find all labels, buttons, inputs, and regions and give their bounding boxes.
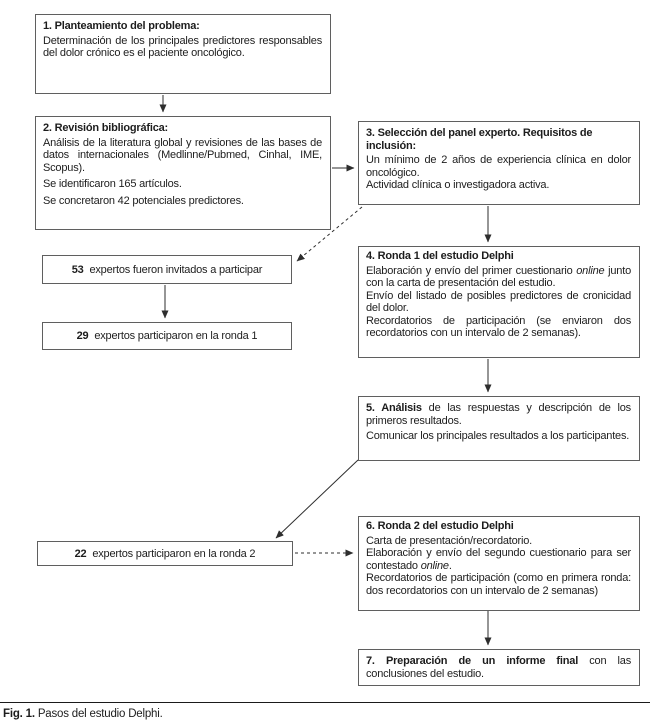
box-22-experts-round2	[37, 541, 293, 566]
step6-paragraph: Carta de presentación/recordatorio.	[366, 534, 533, 547]
box-step2-revision-bibliografica	[35, 116, 331, 230]
step2-paragraph: Se identificaron 165 artículos.	[43, 178, 182, 190]
box-53-experts-invited	[42, 255, 292, 284]
box-step5-analisis	[358, 396, 640, 461]
step7-title-paragraph: 7. Preparación de un informe final con las conclusiones del estudio.	[366, 655, 632, 680]
online-italic: online	[420, 559, 449, 572]
online-italic: online	[576, 264, 605, 277]
arrow-step5-to-round2	[276, 460, 358, 538]
figure-caption	[0, 702, 650, 720]
step3-paragraph: Actividad clínica o investigadora activa.	[366, 179, 550, 191]
box-step3-seleccion-panel	[358, 121, 640, 205]
step4-paragraph: Recordatorios de participación (se enviaron dos recordatorios con un intervalo de 2 semanas).	[366, 314, 631, 339]
figure-caption-text: Pasos del estudio Delphi.	[37, 708, 163, 720]
box-step4-ronda1	[358, 246, 640, 358]
step4-title: 4. Ronda 1 del estudio Delphi	[366, 250, 514, 262]
step4-paragraph: Envío del listado de posibles predictores de cronicidad del dolor.	[366, 289, 631, 314]
step4-paragraph: Elaboración y envío del primer cuestionario online junto con la carta de presentación del estudio.	[366, 264, 631, 289]
step6-paragraph: Recordatorios de participación (como en primera ronda: dos recordatorios con un intervalo de 2 semanas)	[366, 572, 631, 597]
step1-body: Determinación de los principales predictores responsables del dolor crónico es el paciente oncológico.	[43, 34, 322, 59]
step6-paragraph: Elaboración y envío del segundo cuestionario para ser contestado online.	[366, 547, 631, 572]
step2-paragraph: Se concretaron 42 potenciales predictores.	[43, 194, 244, 207]
box-step1-planteamiento	[35, 14, 331, 94]
box-step6-ronda2	[358, 516, 640, 611]
step1-title: 1. Planteamiento del problema:	[43, 20, 200, 32]
round1-number: 29	[76, 330, 89, 342]
step6-title: 6. Ronda 2 del estudio Delphi	[366, 520, 514, 532]
step5-title-paragraph: 5. Análisis de las respuestas y descripción de los primeros resultados.	[366, 402, 631, 427]
step2-title: 2. Revisión bibliográfica:	[43, 122, 168, 134]
step3-paragraph: Un mínimo de 2 años de experiencia clínica en dolor oncológico.	[366, 154, 631, 179]
step2-paragraph: Análisis de la literatura global y revisiones de las bases de datos internacionales (Medlinne/Pubmed, Cinhal, IME, Scopus).	[43, 136, 322, 174]
round1-text: 29 expertos participaron en la ronda 1	[76, 330, 258, 342]
figure-caption-label: Fig. 1.	[3, 708, 35, 720]
box-29-experts-round1	[42, 322, 292, 350]
step3-title: 3. Selección del panel experto. Requisitos de inclusión:	[366, 127, 593, 152]
box-step7-informe-final	[358, 649, 640, 686]
invited-text: 53 expertos fueron invitados a participar	[71, 263, 263, 276]
round2-text: 22 expertos participaron en la ronda 2	[74, 547, 256, 560]
round2-number: 22	[74, 547, 87, 560]
step5-paragraph: Comunicar los principales resultados a los participantes.	[366, 430, 630, 442]
invited-number: 53	[71, 263, 84, 276]
